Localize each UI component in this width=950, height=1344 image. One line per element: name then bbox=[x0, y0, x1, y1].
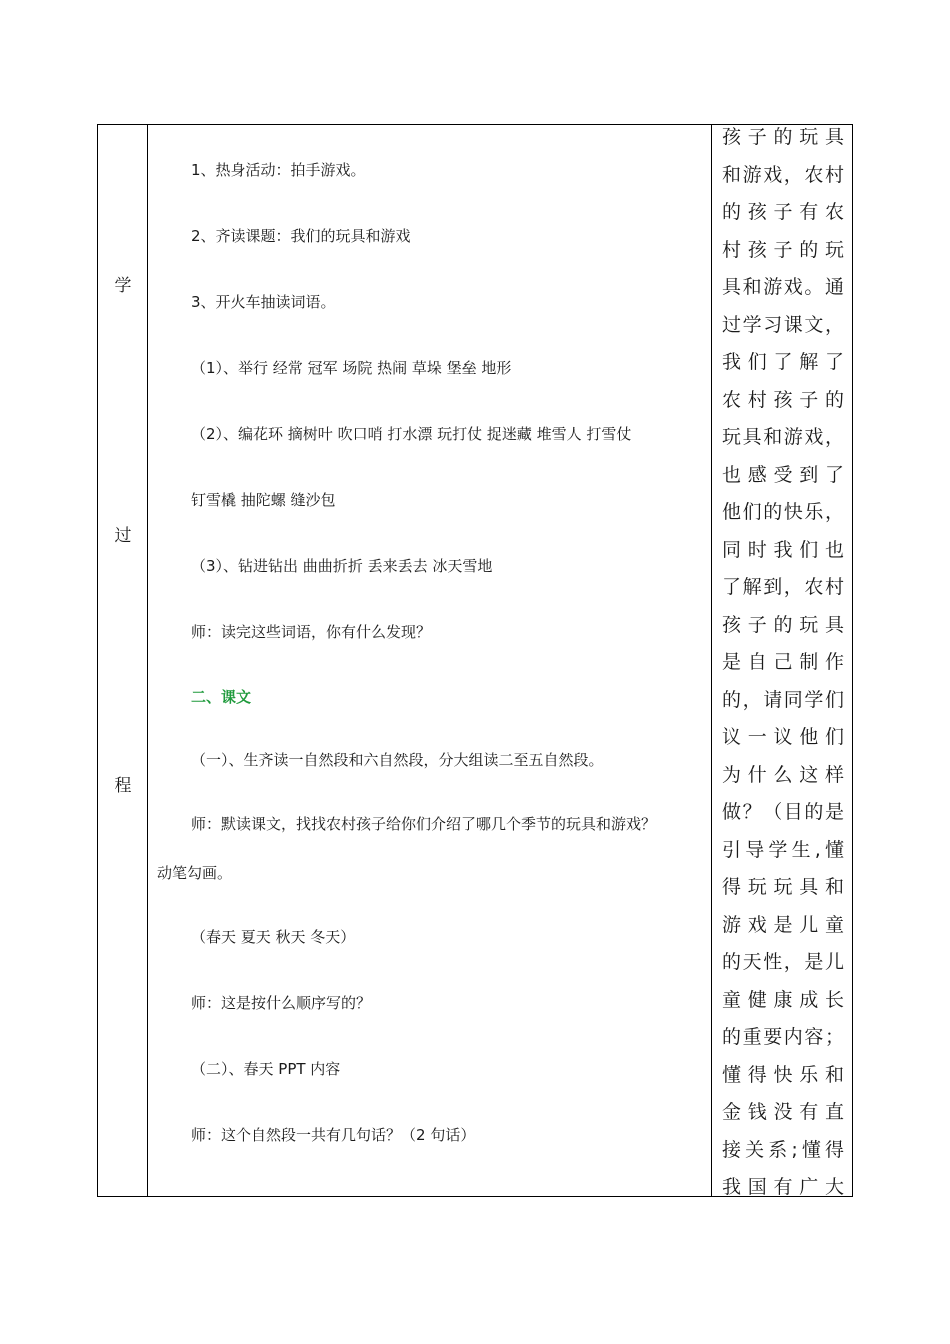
content-line: （2）、编花环 摘树叶 吹口哨 打水漂 玩打仗 捉迷藏 堆雪人 打雪仗 bbox=[191, 425, 632, 443]
design-intent-line: 游戏是儿童 bbox=[722, 913, 844, 936]
design-intent-line: 具和游戏。通 bbox=[722, 276, 844, 298]
content-line: （1）、举行 经常 冠军 场院 热闹 草垛 堡垒 地形 bbox=[191, 359, 512, 377]
content-line: 钉雪橇 抽陀螺 缝沙包 bbox=[191, 491, 336, 509]
content-line: （二）、春天 PPT 内容 bbox=[191, 1060, 341, 1078]
section-label-char: 过 bbox=[114, 526, 132, 546]
content-line: 3、开火车抽读词语。 bbox=[191, 293, 336, 311]
design-intent-line: 的重要内容； bbox=[722, 1026, 844, 1048]
design-intent-line: 的，请同学们 bbox=[722, 688, 844, 711]
design-intent-line: 孩子的玩具 bbox=[722, 126, 844, 148]
design-intent-line: 玩具和游戏， bbox=[722, 426, 844, 448]
design-intent-line: 接关系;懂得 bbox=[722, 1138, 844, 1161]
design-intent-line: 也感受到了 bbox=[722, 463, 844, 486]
design-intent-line: 我国有广大 bbox=[722, 1176, 844, 1196]
content-line: （春天 夏天 秋天 冬天） bbox=[191, 928, 356, 946]
section-label-column bbox=[98, 125, 148, 1196]
design-intent-line: 议一议他们 bbox=[722, 726, 844, 748]
content-line: 师：这是按什么顺序写的？ bbox=[191, 994, 372, 1012]
design-intent-line: 同时我们也 bbox=[722, 538, 844, 561]
content-line: （一）、生齐读一自然段和六自然段，分大组读二至五自然段。 bbox=[191, 751, 604, 769]
design-intent-line: 童健康成长 bbox=[722, 988, 844, 1011]
design-intent-line: 了解到，农村 bbox=[722, 576, 844, 598]
column-divider bbox=[711, 125, 712, 1196]
content-line: 师：读完这些词语，你有什么发现？ bbox=[191, 623, 432, 641]
design-intent-line: 他们的快乐， bbox=[722, 501, 844, 523]
design-intent-column bbox=[713, 125, 851, 1196]
design-intent-line: 做？（目的是 bbox=[722, 801, 844, 823]
design-intent-line: 村孩子的玩 bbox=[722, 238, 844, 261]
content-line: 师：默读课文，找找农村孩子给你们介绍了哪几个季节的玩具和游戏？ bbox=[191, 815, 657, 833]
section-label-char: 程 bbox=[114, 776, 132, 796]
design-intent-line: 的天性，是儿 bbox=[722, 951, 844, 973]
design-intent-line: 引导学生,懂 bbox=[722, 838, 844, 861]
content-line: 动笔勾画。 bbox=[157, 864, 233, 882]
section-label-char: 学 bbox=[114, 276, 132, 296]
design-intent-line: 我们了解了 bbox=[722, 351, 844, 373]
design-intent-line: 为什么这样 bbox=[722, 763, 844, 786]
design-intent-line: 的孩子有农 bbox=[722, 201, 844, 223]
design-intent-line: 农村孩子的 bbox=[722, 388, 844, 411]
content-line: 1、热身活动：拍手游戏。 bbox=[191, 161, 366, 179]
design-intent-line: 孩子的玩具 bbox=[722, 613, 844, 636]
design-intent-line: 过学习课文， bbox=[722, 313, 844, 336]
design-intent-line: 得玩玩具和 bbox=[722, 876, 844, 898]
content-line: （3）、钻进钻出 曲曲折折 丢来丢去 冰天雪地 bbox=[191, 557, 493, 575]
design-intent-line: 和游戏，农村 bbox=[722, 163, 844, 186]
design-intent-line: 是自己制作 bbox=[722, 651, 844, 673]
lesson-content-column bbox=[149, 125, 711, 1196]
design-intent-line: 懂得快乐和 bbox=[722, 1063, 844, 1086]
design-intent-line: 金钱没有直 bbox=[722, 1101, 844, 1123]
content-line: 师：这个自然段一共有几句话？（2 句话） bbox=[191, 1126, 476, 1144]
section-heading: 二、课文 bbox=[191, 688, 252, 706]
content-line: 2、齐读课题：我们的玩具和游戏 bbox=[191, 227, 411, 245]
lesson-table bbox=[97, 124, 853, 1197]
